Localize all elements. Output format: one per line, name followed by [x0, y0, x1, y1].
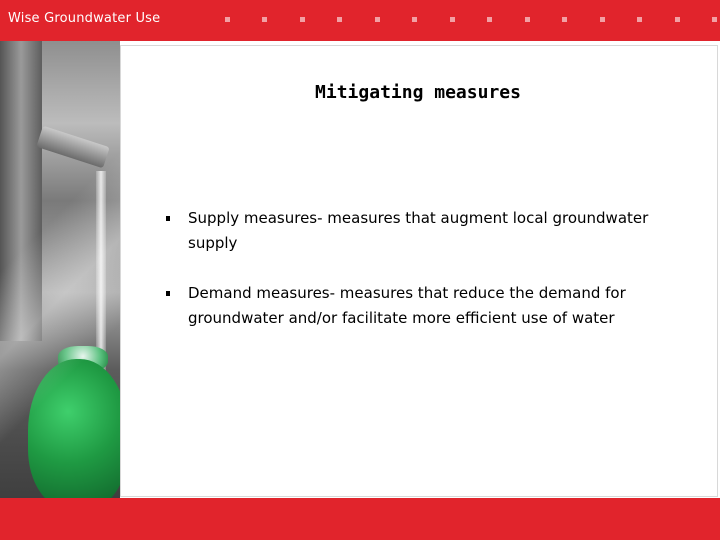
decor-dot — [712, 17, 717, 22]
decor-dot — [262, 17, 267, 22]
bullet-demand-measures — [166, 281, 686, 331]
bullet-text — [188, 206, 686, 256]
bullet-marker — [166, 291, 170, 296]
content-panel — [120, 45, 718, 497]
bullet-description: - measures that reduce the demand for groundwater and/or facilitate more efficient use of water — [188, 284, 626, 327]
footer-bar — [0, 498, 720, 540]
decor-dot — [487, 17, 492, 22]
decor-dot — [637, 17, 642, 22]
water-pump-photo — [0, 41, 120, 498]
decor-dot — [375, 17, 380, 22]
bullet-term: Supply measures — [188, 209, 318, 227]
decor-dot — [225, 17, 230, 22]
decor-dot — [525, 17, 530, 22]
header-bar — [0, 0, 720, 41]
decor-dot — [562, 17, 567, 22]
decor-dot — [337, 17, 342, 22]
decor-dot — [300, 17, 305, 22]
bullet-term: Demand measures — [188, 284, 330, 302]
bullet-supply-measures — [166, 206, 686, 256]
decor-dot — [600, 17, 605, 22]
photo-overlay — [0, 41, 120, 498]
bullet-text — [188, 281, 686, 331]
bullet-marker — [166, 216, 170, 221]
decor-dot — [450, 17, 455, 22]
slide-title: Mitigating measures — [315, 82, 521, 103]
decor-dot — [675, 17, 680, 22]
header-title: Wise Groundwater Use — [8, 11, 161, 26]
header-dots — [0, 17, 720, 23]
bullet-description: - measures that augment local groundwater supply — [188, 209, 649, 252]
decor-dot — [412, 17, 417, 22]
